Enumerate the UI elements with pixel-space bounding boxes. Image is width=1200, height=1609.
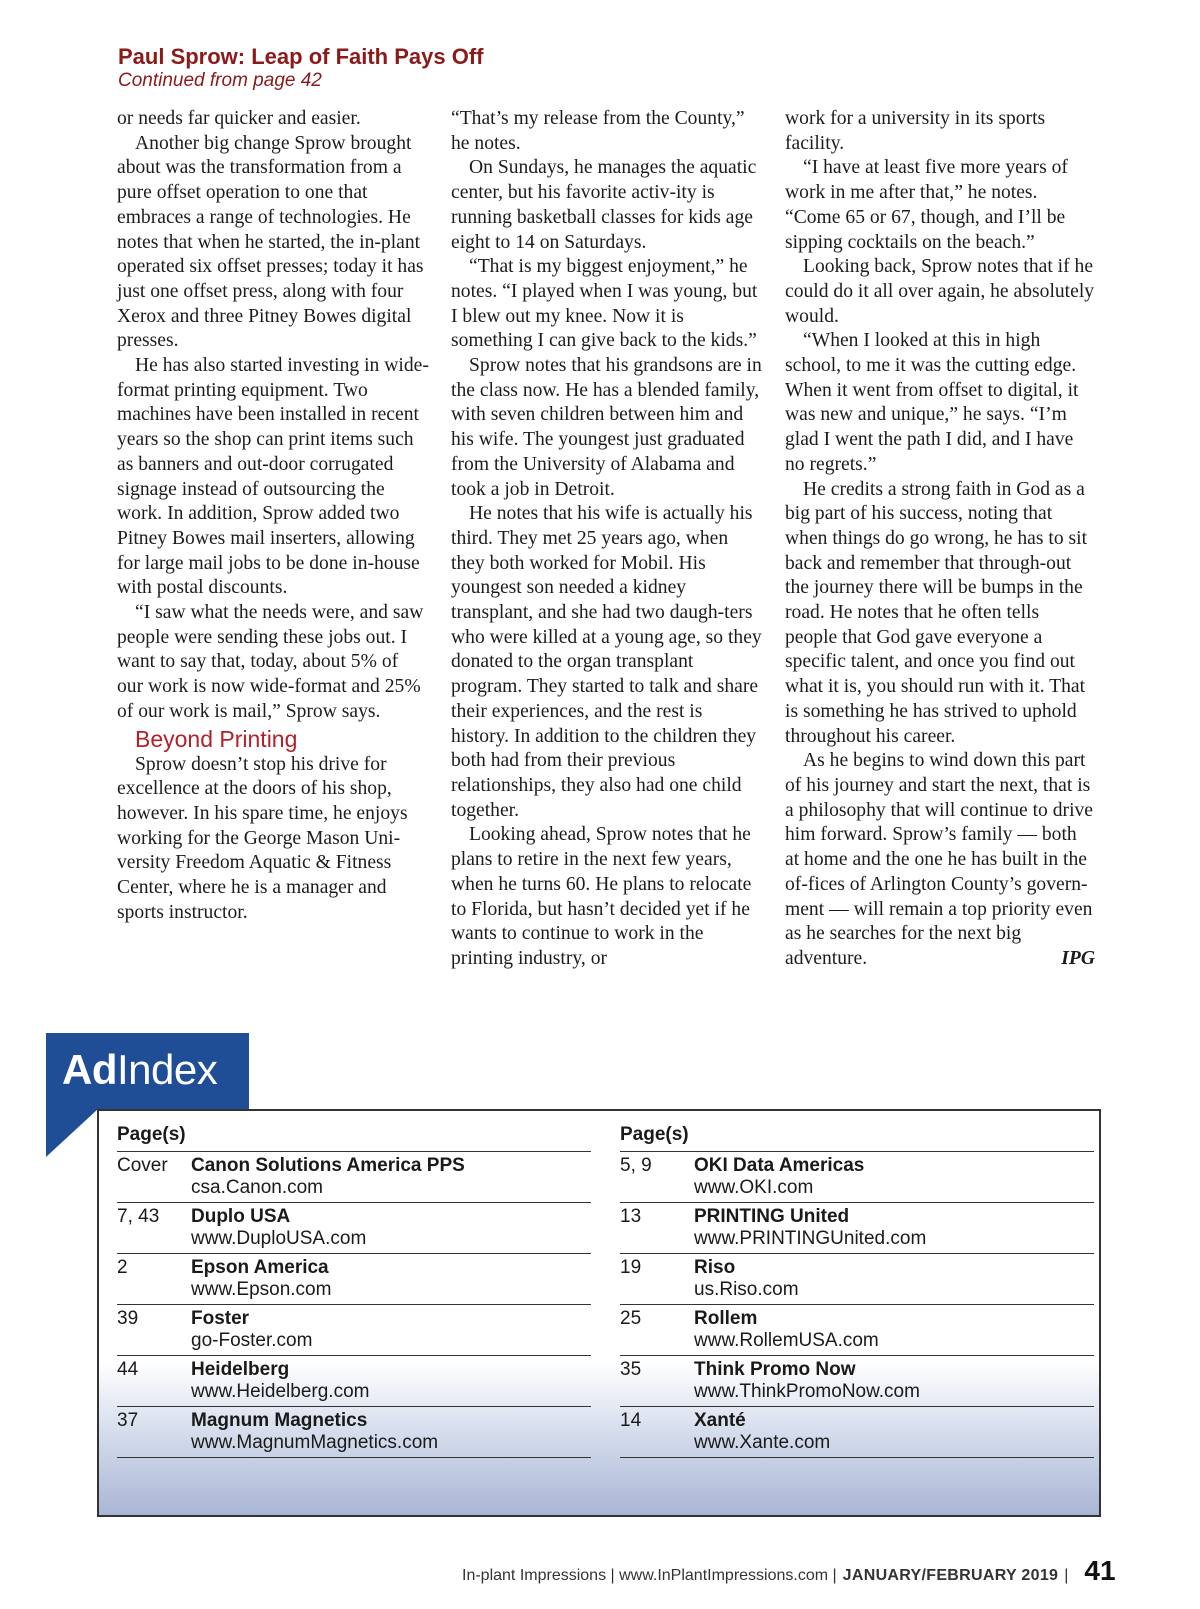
footer-publication: In-plant Impressions | www.InPlantImpressions.com | bbox=[462, 1567, 837, 1584]
closing-word: adventure. bbox=[785, 947, 868, 969]
adindex-row bbox=[620, 1203, 1094, 1254]
ad-page: 35 bbox=[620, 1359, 642, 1380]
adindex-tab-fold bbox=[46, 1109, 98, 1157]
paragraph: He has also started investing in wide-format printing equipment. Two machines have been installed in recent years so the shop can print items such as banners and out-door corrugated signage instead of outsourcing the work. In addition, Sprow added two Pitney Bowes mail inserters, allowing for large mail jobs to be done in-house with postal discounts. bbox=[117, 355, 429, 599]
article-header bbox=[118, 44, 484, 92]
adindex-title-regular: Index bbox=[117, 1046, 218, 1093]
adindex-page-header: Page(s) bbox=[620, 1121, 1094, 1152]
adindex-row bbox=[620, 1305, 1094, 1356]
advertiser-name: Heidelberg bbox=[191, 1359, 290, 1380]
ad-page: 25 bbox=[620, 1308, 642, 1329]
adindex-page-header: Page(s) bbox=[117, 1121, 591, 1152]
publication-signoff: IPG bbox=[1061, 947, 1095, 969]
paragraph: He credits a strong faith in God as a big part of his success, noting that when things do go wrong, he has to sit back and remember that through-out the journey there will be bumps in the road. He notes that he often tells people that God gave everyone a specific talent, and once you find out what it is, you should run with it. That is something he has strived to uphold throughout his career. bbox=[785, 478, 1088, 747]
ad-page: 2 bbox=[117, 1257, 128, 1278]
advertiser-url[interactable]: www.Xante.com bbox=[694, 1432, 831, 1453]
adindex-title-bold: Ad bbox=[62, 1046, 117, 1093]
adindex-row bbox=[117, 1356, 591, 1407]
advertiser-url[interactable]: us.Riso.com bbox=[694, 1279, 799, 1300]
article-column-3 bbox=[785, 107, 1095, 972]
advertiser-name: Riso bbox=[694, 1257, 736, 1278]
advertiser-name: Epson America bbox=[191, 1257, 329, 1278]
advertiser-url[interactable]: www.Epson.com bbox=[191, 1279, 332, 1300]
ad-page: 14 bbox=[620, 1410, 642, 1431]
advertiser-name: Foster bbox=[191, 1308, 250, 1329]
adindex-row bbox=[117, 1254, 591, 1305]
closing-line bbox=[785, 947, 1095, 972]
adindex-row bbox=[620, 1407, 1094, 1458]
article-title: Paul Sprow: Leap of Faith Pays Off bbox=[118, 44, 484, 69]
paragraph: Sprow doesn’t stop his drive for excellence at the doors of his shop, however. In his spare time, he enjoys working for the George Mason Uni-versity Freedom Aquatic & Fitness Center, where he is a manager and sports instructor. bbox=[117, 753, 408, 923]
footer-issue: JANUARY/FEBRUARY 2019 bbox=[842, 1567, 1059, 1584]
page-number: 41 bbox=[1084, 1555, 1116, 1586]
adindex-row bbox=[620, 1254, 1094, 1305]
ad-page: 37 bbox=[117, 1410, 139, 1431]
advertiser-url[interactable]: go-Foster.com bbox=[191, 1330, 313, 1351]
advertiser-name: Rollem bbox=[694, 1308, 758, 1329]
ad-page: Cover bbox=[117, 1155, 168, 1176]
page-footer bbox=[462, 1555, 1162, 1587]
paragraph: “I saw what the needs were, and saw people were sending these jobs out. I want to say that, today, about 5% of our work is now wide-format and 25% of our work is mail,” Sprow says. bbox=[117, 602, 424, 722]
adindex-row bbox=[117, 1152, 591, 1203]
adindex-row bbox=[620, 1356, 1094, 1407]
ad-page: 13 bbox=[620, 1206, 642, 1227]
paragraph: “That is my biggest enjoyment,” he notes. “I played when I was young, but I blew out my knee. Now it is something I can give back to the kids.” bbox=[451, 256, 758, 352]
advertiser-url[interactable]: www.PRINTINGUnited.com bbox=[694, 1228, 927, 1249]
adindex-title bbox=[62, 1040, 217, 1100]
advertiser-url[interactable]: www.Heidelberg.com bbox=[191, 1381, 370, 1402]
advertiser-name: PRINTING United bbox=[694, 1206, 850, 1227]
paragraph: As he begins to wind down this part of his journey and start the next, that is a philosophy that will continue to drive him forward. Sprow’s family — both at home and the one he has built in the of-fices of Arlington County’s govern-ment — will remain a top priority even as he searches for the next big bbox=[785, 750, 1094, 945]
paragraph: or needs far quicker and easier. bbox=[117, 108, 361, 129]
advertiser-name: Magnum Magnetics bbox=[191, 1410, 368, 1431]
paragraph: Looking ahead, Sprow notes that he plans to retire in the next few years, when he turns 60. He plans to relocate to Florida, but hasn’t decided yet if he wants to continue to work in the printing industry, or bbox=[451, 824, 752, 969]
paragraph: work for a university in its sports facility. bbox=[785, 108, 1046, 154]
adindex-row bbox=[117, 1407, 591, 1458]
advertiser-name: Think Promo Now bbox=[694, 1359, 856, 1380]
advertiser-name: Xanté bbox=[694, 1410, 746, 1431]
advertiser-name: Canon Solutions America PPS bbox=[191, 1155, 465, 1176]
paragraph: “I have at least five more years of work in me after that,” he notes. “Come 65 or 67, though, and I’ll be sipping cocktails on the beach.” bbox=[785, 157, 1068, 253]
adindex-column-right bbox=[620, 1121, 1094, 1458]
advertiser-url[interactable]: www.RollemUSA.com bbox=[694, 1330, 879, 1351]
article-column-1 bbox=[117, 107, 429, 926]
advertiser-url[interactable]: www.MagnumMagnetics.com bbox=[191, 1432, 439, 1453]
paragraph: “That’s my release from the County,” he notes. bbox=[451, 108, 745, 154]
ad-page: 7, 43 bbox=[117, 1206, 160, 1227]
paragraph: Another big change Sprow brought about was the transformation from a pure offset operation to one that embraces a range of technologies. He notes that when he started, the in-plant operated six offset presses; today it has just one offset press, along with four Xerox and three Pitney Bowes digital presses. bbox=[117, 132, 424, 352]
advertiser-name: Duplo USA bbox=[191, 1206, 291, 1227]
adindex-row bbox=[620, 1152, 1094, 1203]
adindex-row bbox=[117, 1305, 591, 1356]
advertiser-url[interactable]: www.OKI.com bbox=[694, 1177, 814, 1198]
paragraph: On Sundays, he manages the aquatic center, but his favorite activ-ity is running basketball classes for kids age eight to 14 on Saturdays. bbox=[451, 157, 757, 253]
section-heading: Beyond Printing bbox=[135, 725, 298, 752]
ad-page: 44 bbox=[117, 1359, 139, 1380]
footer-separator: | bbox=[1064, 1567, 1069, 1584]
continued-note: Continued from page 42 bbox=[118, 70, 322, 91]
ad-page: 19 bbox=[620, 1257, 642, 1278]
advertiser-url[interactable]: www.ThinkPromoNow.com bbox=[694, 1381, 920, 1402]
adindex-row bbox=[117, 1203, 591, 1254]
ad-page: 5, 9 bbox=[620, 1155, 652, 1176]
paragraph: “When I looked at this in high school, to me it was the cutting edge. When it went from offset to digital, it was new and unique,” he says. “I’m glad I went the path I did, and I have no regrets.” bbox=[785, 330, 1079, 475]
advertiser-name: OKI Data Americas bbox=[694, 1155, 865, 1176]
paragraph: Looking back, Sprow notes that if he could do it all over again, he absolutely would. bbox=[785, 256, 1095, 327]
paragraph: Sprow notes that his grandsons are in the class now. He has a blended family, with seven children between him and his wife. The youngest just graduated from the University of Alabama and took a job in Detroit. bbox=[451, 355, 762, 500]
article-column-2 bbox=[451, 107, 763, 972]
paragraph: He notes that his wife is actually his third. They met 25 years ago, when they both worked for Mobil. His youngest son needed a kidney transplant, and she had two daugh-ters who were killed at a young age, so they donated to the organ transplant program. They started to talk and share their experiences, and the rest is history. In addition to the children they both had from their previous relationships, they also had one child together. bbox=[451, 503, 762, 821]
adindex-column-left bbox=[117, 1121, 591, 1458]
advertiser-url[interactable]: csa.Canon.com bbox=[191, 1177, 324, 1198]
advertiser-url[interactable]: www.DuploUSA.com bbox=[191, 1228, 367, 1249]
ad-page: 39 bbox=[117, 1308, 139, 1329]
